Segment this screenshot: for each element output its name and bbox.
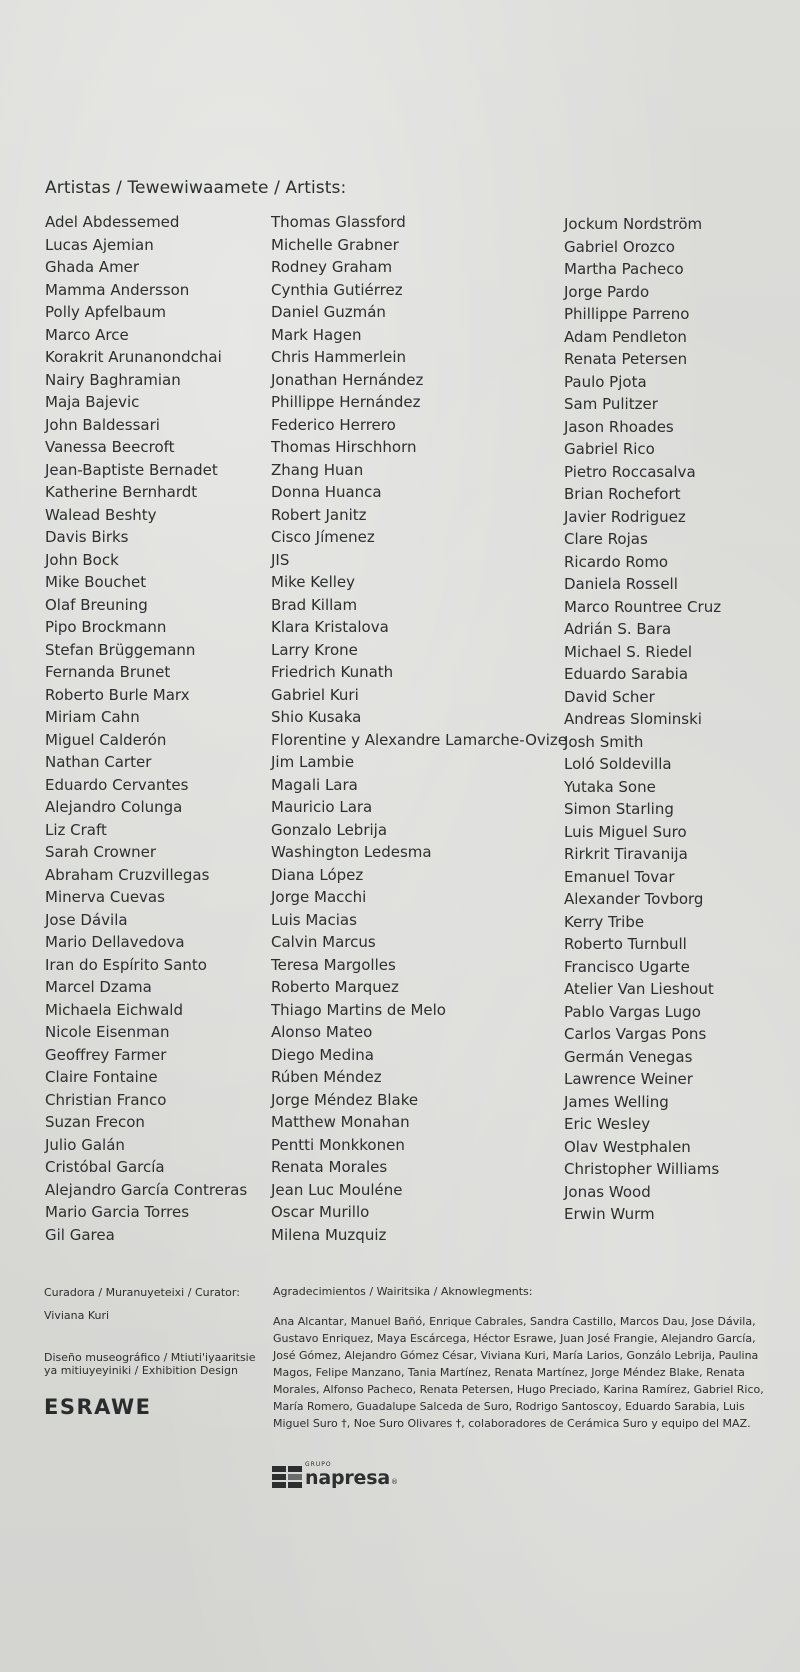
design-label: Diseño museográfico / Mtiuti'iyaaritsie ya mitiuyeyiniki / Exhibition Design (44, 1351, 256, 1377)
artist-name: Jorge Macchi (271, 888, 367, 906)
artist-name: Abraham Cruzvillegas (45, 865, 210, 884)
artist-name: Florentine y Alexandre Lamarche-Ovize (271, 730, 568, 749)
artist-name: Pietro Roccasalva (564, 462, 696, 481)
artist-name: Olav Westphalen (564, 1137, 691, 1156)
artist-name: Rirkrit Tiravanija (564, 845, 688, 863)
artist-name: Stefan Brüggemann (45, 640, 196, 659)
artist-name: Javier Rodriguez (564, 507, 686, 526)
artist-name: Marcel Dzama (45, 978, 152, 996)
artist-name: Nicole Eisenman (45, 1023, 170, 1041)
artist-name: Mario Garcia Torres (45, 1203, 190, 1221)
artist-name: Jonas Wood (564, 1182, 651, 1201)
artist-name: Jim Lambie (271, 753, 355, 771)
artist-name: Donna Huanca (271, 483, 382, 501)
artist-name: Klara Kristalova (271, 618, 389, 636)
artist-name: Josh Smith (564, 732, 644, 751)
esrawe-logo: ESRAWE (44, 1395, 152, 1419)
artist-name: Emanuel Tovar (564, 867, 675, 886)
napresa-grupo-text: GRUPO (305, 1461, 332, 1468)
artist-name: Pablo Vargas Lugo (564, 1002, 701, 1021)
artist-name: Gabriel Rico (564, 440, 655, 458)
artist-name: Liz Craft (45, 820, 107, 839)
artist-name: Phillippe Hernández (271, 393, 421, 411)
napresa-name-text: napresa (305, 1467, 390, 1489)
artist-name: Adrián S. Bara (564, 620, 672, 638)
artist-name: Gil Garea (45, 1225, 115, 1244)
artist-name: Carlos Vargas Pons (564, 1025, 707, 1043)
artist-name: Alejandro García Contreras (45, 1180, 248, 1199)
artist-name: Vanessa Beecroft (45, 438, 175, 456)
artist-name: Daniela Rossell (564, 575, 678, 593)
artist-name: Claire Fontaine (45, 1068, 158, 1086)
artist-name: Atelier Van Lieshout (564, 980, 714, 998)
artist-name: Jose Dávila (45, 910, 128, 929)
artist-name: Jorge Méndez Blake (271, 1090, 419, 1109)
artist-name: Maja Bajevic (45, 393, 140, 411)
artist-name: Eric Wesley (564, 1115, 651, 1133)
artist-name: Germán Venegas (564, 1047, 693, 1066)
artist-name: Christopher Williams (564, 1160, 720, 1178)
artist-name: Robert Janitz (271, 505, 367, 524)
artist-name: Roberto Marquez (271, 978, 399, 996)
artist-name: Renata Petersen (564, 350, 688, 368)
artist-name: Miriam Cahn (45, 708, 140, 726)
artist-name: Mamma Andersson (45, 280, 190, 299)
artist-name: Cynthia Gutiérrez (271, 280, 403, 299)
artist-name: Michael S. Riedel (564, 642, 693, 661)
napresa-logo (272, 1462, 398, 1488)
artist-name: Minerva Cuevas (45, 888, 165, 906)
artist-name: Jean Luc Mouléne (271, 1180, 403, 1199)
artist-name: Adam Pendleton (564, 327, 687, 346)
artist-name: Mike Kelley (271, 573, 356, 591)
artist-name: Yutaka Sone (564, 777, 656, 796)
artist-name: Daniel Guzmán (271, 303, 386, 321)
artist-name: Roberto Turnbull (564, 935, 687, 953)
artists-heading: Artistas / Tewewiwaamete / Artists: (45, 178, 347, 198)
artist-name: Andreas Slominski (564, 710, 702, 728)
artist-name: Phillippe Parreno (564, 305, 690, 323)
artist-name: Mario Dellavedova (45, 933, 185, 951)
artist-name: Pentti Monkkonen (271, 1135, 405, 1154)
artist-name: Michaela Eichwald (45, 1000, 183, 1019)
artist-name: Thomas Glassford (271, 213, 406, 231)
napresa-grid-icon (272, 1466, 302, 1488)
artist-name: Gabriel Orozco (564, 237, 675, 256)
artist-name: James Welling (564, 1092, 669, 1111)
artist-name: Jockum Nordström (564, 215, 703, 233)
artist-name: Jason Rhoades (564, 417, 674, 436)
artist-name: Julio Galán (45, 1135, 125, 1154)
artist-name: Cristóbal García (45, 1158, 165, 1176)
artist-name: Calvin Marcus (271, 933, 376, 951)
artist-name: Korakrit Arunanondchai (45, 348, 222, 366)
artist-name: Matthew Monahan (271, 1113, 410, 1131)
artist-name: Miguel Calderón (45, 730, 167, 749)
artist-name: Oscar Murillo (271, 1203, 370, 1221)
artist-name: Thiago Martins de Melo (271, 1000, 446, 1019)
artist-name: Brad Killam (271, 595, 358, 614)
artist-name: Pipo Brockmann (45, 618, 167, 636)
artist-name: Federico Herrero (271, 415, 396, 434)
acknowledgments-text: Ana Alcantar, Manuel Bañó, Enrique Cabrales, Sandra Castillo, Marcos Dau, Jose Dávila, Gustavo Enriquez, Maya Escárcega, Héctor Esrawe, Juan José Frangie, Alejandro García, José Gómez, Alejandro Gómez César, Viviana Kuri, María Larios, Gonzálo Lebrija, Paulina Magos, Felipe Manzano, Tania Martínez, Renata Martínez, Jorge Méndez Blake, Renata Morales, Alfonso Pacheco, Renata Petersen, Hugo Preciado, Karina Ramírez, Gabriel Rico, María Romero, Guadalupe Salceda de Suro, Rodrigo Santoscoy, Eduardo Sarabia, Luis Miguel Suro †, Noe Suro Olivares †, colaboradores de Cerámica Suro y equipo del MAZ. (273, 1315, 764, 1430)
artist-name: Sarah Crowner (45, 843, 157, 861)
credits-left (44, 1286, 264, 1419)
napresa-wordmark (305, 1462, 398, 1488)
artist-name: Suzan Frecon (45, 1113, 145, 1131)
artist-name: Simon Starling (564, 800, 674, 818)
artist-name: Lucas Ajemian (45, 235, 154, 254)
artist-name: Fernanda Brunet (45, 663, 171, 681)
artist-name: Jorge Pardo (564, 282, 650, 301)
artist-name: Marco Arce (45, 325, 129, 344)
artist-name: Walead Beshty (45, 505, 157, 524)
artist-name: Washington Ledesma (271, 843, 432, 861)
artist-name: Ricardo Romo (564, 552, 669, 571)
artist-name: John Baldessari (45, 415, 160, 434)
artist-name: Chris Hammerlein (271, 348, 407, 366)
artist-name: Teresa Margolles (271, 955, 396, 974)
artist-name: Katherine Bernhardt (45, 483, 198, 501)
artist-name: Jonathan Hernández (271, 370, 424, 389)
artist-name: Francisco Ugarte (564, 957, 690, 976)
artist-name: Alejandro Colunga (45, 798, 183, 816)
artist-name: Nairy Baghramian (45, 370, 181, 389)
artist-name: Geoffrey Farmer (45, 1045, 167, 1064)
artist-name: Adel Abdessemed (45, 213, 180, 231)
artist-name: Zhang Huan (271, 460, 364, 479)
artist-name: Paulo Pjota (564, 372, 647, 391)
artist-name: Luis Macias (271, 910, 357, 929)
artist-name: Magali Lara (271, 775, 358, 794)
curator-name: Viviana Kuri (44, 1309, 110, 1322)
artist-name: Thomas Hirschhorn (271, 438, 417, 456)
artist-name: Erwin Wurm (564, 1205, 655, 1223)
artist-name: Larry Krone (271, 640, 358, 659)
artist-name: Christian Franco (45, 1090, 167, 1109)
artist-name: Roberto Burle Marx (45, 685, 190, 704)
artist-name: Mauricio Lara (271, 798, 373, 816)
artist-name: Clare Rojas (564, 530, 648, 548)
credits-right (273, 1283, 773, 1432)
artist-name: Rodney Graham (271, 258, 393, 276)
artist-name: Shio Kusaka (271, 708, 362, 726)
artist-name: Lawrence Weiner (564, 1070, 693, 1088)
artist-name: Gabriel Kuri (271, 685, 359, 704)
artist-name: Loló Soldevilla (564, 755, 672, 773)
artist-name: Eduardo Cervantes (45, 775, 189, 794)
artist-name: Michelle Grabner (271, 235, 399, 254)
artist-name: Rúben Méndez (271, 1068, 382, 1086)
artist-name: Milena Muzquiz (271, 1225, 387, 1244)
artist-column-3 (564, 213, 721, 1226)
artist-name: Marco Rountree Cruz (564, 597, 722, 616)
artist-name: Alexander Tovborg (564, 890, 704, 908)
artist-name: Eduardo Sarabia (564, 665, 689, 683)
artist-name: Iran do Espírito Santo (45, 955, 207, 974)
artist-name: Sam Pulitzer (564, 395, 658, 413)
artist-name: JIS (271, 550, 290, 569)
artist-column-2 (271, 211, 567, 1246)
artist-name: Ghada Amer (45, 258, 140, 276)
artist-name: Renata Morales (271, 1158, 388, 1176)
acknowledgments-label: Agradecimientos / Wairitsika / Aknowlegments: (273, 1285, 533, 1298)
artist-name: Brian Rochefort (564, 485, 681, 503)
artist-name: Friedrich Kunath (271, 663, 394, 681)
artist-name: David Scher (564, 687, 655, 706)
registered-mark: ® (390, 1478, 398, 1486)
artist-name: Cisco Jímenez (271, 528, 375, 546)
curator-label: Curadora / Muranuyeteixi / Curator: (44, 1286, 240, 1299)
artist-name: Mark Hagen (271, 325, 362, 344)
artist-name: Diego Medina (271, 1045, 374, 1064)
artist-name: Alonso Mateo (271, 1023, 373, 1041)
artist-name: Davis Birks (45, 528, 129, 546)
artist-name: Martha Pacheco (564, 260, 684, 278)
artist-name: Luis Miguel Suro (564, 822, 687, 841)
artist-name: Mike Bouchet (45, 573, 147, 591)
artist-name: Olaf Breuning (45, 595, 148, 614)
artist-name: Polly Apfelbaum (45, 303, 166, 321)
artist-name: Diana López (271, 865, 364, 884)
artist-name: Jean-Baptiste Bernadet (45, 460, 218, 479)
artist-name: John Bock (45, 550, 119, 569)
artist-name: Nathan Carter (45, 753, 152, 771)
artist-name: Gonzalo Lebrija (271, 820, 388, 839)
artist-column-1 (45, 211, 247, 1246)
artist-name: Kerry Tribe (564, 912, 645, 931)
